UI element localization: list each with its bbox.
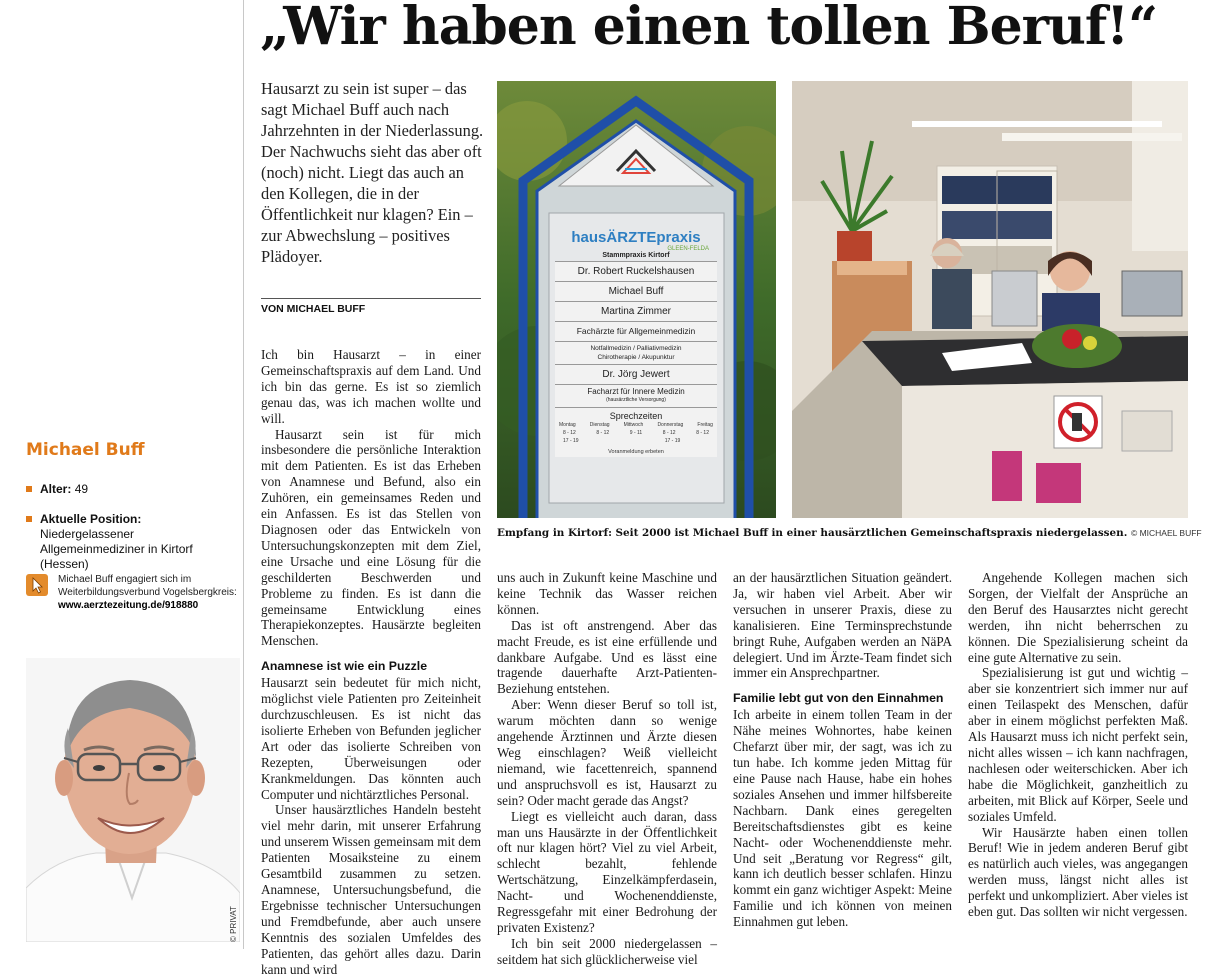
age-value: 49 — [74, 482, 89, 496]
sign-logo: hausÄRZTEpraxis — [571, 229, 701, 246]
sign-board — [555, 229, 717, 457]
sign-hours — [555, 429, 717, 437]
sign-row: Martina Zimmer — [555, 302, 717, 322]
sign-row — [555, 342, 717, 365]
subheading: Familie lebt gut von den Einnahmen — [733, 691, 944, 706]
sign-row-text: Facharzt für Innere Medizin — [587, 387, 685, 396]
web-tip-link[interactable]: www.aerztezeitung.de/918880 — [58, 600, 199, 611]
paragraph: Ich arbeite in einem tollen Team in der Nähe meines Wohnortes, habe keinen Chefarzt über mir, der sagt, was ich zu tun habe. Ich komme jeden Mittag für eine Pause nach Hause, habe ein hohes soziales Ansehen und immer hilfsbereite Nachbarn. Dank eines geregelten Bereitschaftsdienstes gibt es keine Nacht- oder Wochenenddienste mehr. Und seit „Beratung vor Regress“ gilt, kann ich deutlich besser schlafen. Hinzu kommt ein ganz wichtiger Aspekt: Meine Familie und ich können von meinen Einnahmen gut leben. — [733, 707, 952, 930]
sign-row-sub: Chirotherapie / Akupunktur — [597, 354, 675, 361]
article-headline: „Wir haben einen tollen Beruf!“ — [260, 0, 1157, 57]
photo-caption — [497, 527, 1202, 539]
paragraph: Aber: Wenn dieser Beruf so toll ist, warum möchten dann so wenige angehende Ärztinnen und Ärzte diesen Weg einschlagen? Weiß vielleicht niemand, wie facettenreich, spannend und anspruchsvoll es ist, Hausarzt zu sein? Oder macht gerade das Angst? — [497, 697, 717, 808]
paragraph: Unser hausärztliches Handeln besteht viel mehr darin, mit unserer Erfahrung und unserem Wissen gemeinsam mit dem Patienten Mosaiksteine zu einem Gesamtbild zusammen zu setzen. Anamnese, Untersuchungsbefund, die Ergebnisse technischer Untersuchungen und Fremdbefunde, aber auch unsere Kenntnis des sozialen Umfeldes des Patienten, das gehört alles dazu. Darin kann und wird — [261, 802, 481, 977]
sign-hour: 8 - 12 — [662, 430, 676, 436]
sign-hour: 8 - 12 — [596, 430, 610, 436]
sign-row-sub: (hausärztliche Versorgung) — [606, 397, 666, 403]
sign-hour: 8 - 12 — [696, 430, 709, 436]
paragraph: Angehende Kollegen machen sich Sorgen, der Vielfalt der Ansprüche an den Beruf des Hausarztes nicht gerecht werden, ihn nicht beherrschen zu können. Die Spezialisierung scheint da eine gute Alternative zu sein. — [968, 570, 1188, 665]
sign-hour: 17 - 19 — [563, 438, 579, 444]
body-column-1 — [261, 347, 481, 977]
paragraph: Ich bin Hausarzt – in einer Gemeinschaftspraxis auf dem Land. Und ich bin das gerne. Es ist so ziemlich genau das, was ich machen wollte und will. — [261, 347, 481, 426]
sign-row — [555, 385, 717, 408]
body-column-2 — [497, 570, 717, 968]
paragraph: Wir Hausärzte haben einen tollen Beruf! Wie in jedem anderen Beruf gibt es natürlich auch vieles, was angegangen werden muss, längst nicht alles ist perfekt und unkompliziert. Aber vieles ist eben gut. Das sollten wir nicht vergessen. — [968, 824, 1188, 920]
paragraph: an der hausärztlichen Situation geändert. Ja, wir haben viel Arbeit. Aber wir versuchen in unserer Praxis, diese zu kanalisieren. Eine Terminsprechstunde bringt Ruhe, Aufgaben werden an NäPA delegiert. Und im Ärzte-Team findet sich immer ein Ansprechpartner. — [733, 570, 952, 681]
paragraph: Hausarzt sein ist für mich insbesondere die persönliche Interaktion mit dem Patienten. Es ist das Erheben von Anamnese und Befund, also ein Zuhören, ein gemeinsames Reden und ein Anfassen. Es ist das Stellen von Diagnosen oder das Entwickeln von Untersuchungskonzepten mit dem Ziel, eine Ursache und eine Lösung für die geschilderten Beschwerden und Probleme zu finden. Es ist dann die gemeinsame Entwicklung eines Therapiekonzeptes. Hausärzte begleiten Menschen. — [261, 426, 481, 649]
sign-hours — [555, 437, 717, 446]
portrait-credit: © PRIVAT — [229, 906, 238, 942]
caption-text: Empfang in Kirtorf: Seit 2000 ist Michael Buff in einer hausärztlichen Gemeinschaftspraxis niedergelassen. — [497, 527, 1128, 539]
author-portrait — [26, 658, 240, 942]
sign-logo-sub: GLEEN-FELDA — [667, 246, 709, 252]
byline: VON MICHAEL BUFF — [261, 303, 366, 315]
sign-row-text: Notfallmedizin / Palliativmedizin — [590, 345, 682, 352]
sign-row: Dr. Jörg Jewert — [555, 365, 717, 385]
sign-day: Donnerstag — [657, 422, 684, 428]
sign-row: Dr. Robert Ruckelshausen — [555, 262, 717, 282]
caption-credit: © MICHAEL BUFF — [1130, 528, 1202, 538]
sign-row: Fachärzte für Allgemeinmedizin — [555, 322, 717, 342]
age-item — [40, 482, 240, 497]
position-value: Niedergelassener Allgemeinmediziner in Kirtorf (Hessen) — [40, 527, 193, 571]
sign-hour: 17 - 19 — [664, 438, 681, 444]
reception-photo — [792, 81, 1188, 518]
author-name: Michael Buff — [26, 440, 145, 460]
bullet-icon — [26, 516, 32, 522]
paragraph: Hausarzt sein bedeutet für mich nicht, möglichst viele Patienten pro Zeiteinheit durchzuschleusen. Es ist nicht das isolierte Erheben von Befunden jeglicher Art oder das isolierte Schreiben von Rezepten, Überweisungen oder Krankmeldungen. Das könnten auch Computer und nichtärztliches Personal. — [261, 675, 481, 802]
age-label: Alter: — [40, 482, 72, 496]
paragraph: Spezialisierung ist gut und wichtig – aber sie konzentriert sich immer nur auf einen Teilaspekt des Menschen, dafür aber in einem möglichst perfekten Maß. Als Hausarzt muss ich nicht perfekt sein, nicht alles wissen – ich kann nachfragen, nachlesen oder weiterschicken. Aber ich habe die Möglichkeit, ganzheitlich zu arbeiten, mit Blick auf Körper, Seele und soziales Umfeld. — [968, 665, 1188, 824]
body-column-3 — [733, 570, 952, 930]
sign-stamm: Stammpraxis Kirtorf — [555, 252, 717, 262]
sign-hours-title: Sprechzeiten — [555, 408, 717, 421]
sign-day: Montag — [559, 422, 576, 428]
lead-divider — [261, 298, 481, 299]
sign-hour: 9 - 11 — [629, 430, 643, 436]
web-tip — [58, 573, 238, 612]
sign-days — [555, 421, 717, 429]
sign-day: Freitag — [697, 422, 713, 428]
article-lead: Hausarzt zu sein ist super – das sagt Michael Buff auch nach Jahrzehnten in der Niederlassung. Der Nachwuchs sieht das aber oft (noch) nicht. Liegt das auch an den Kollegen, die in der Öffentlichkeit nur klagen? Ein – zur Abwechslung – positives Plädoyer. — [261, 79, 484, 266]
paragraph: Ich bin seit 2000 niedergelassen – seitdem hat sich glücklicherweise viel — [497, 935, 717, 967]
paragraph: uns auch in Zukunft keine Maschine und keine Technik das Wasser reichen können. — [497, 570, 717, 617]
sign-day: Dienstag — [589, 422, 610, 428]
sign-footer: Voranmeldung erbeten — [555, 446, 717, 457]
subheading: Anamnese ist wie ein Puzzle — [261, 659, 428, 674]
position-label: Aktuelle Position: — [40, 512, 142, 526]
body-column-4 — [968, 570, 1188, 920]
position-item — [40, 512, 222, 572]
paragraph: Liegt es vielleicht auch daran, dass man uns Hausärzte in der Öffentlichkeit oft nur klagen hört? Viel zu viel Arbeit, schlecht bezahlt, fehlende Wertschätzung, Einzelkämpferdasein, Nacht- und Wochenenddienste, Regressgefahr mit einer Bedrohung der privaten Existenz? — [497, 808, 717, 935]
sign-row: Michael Buff — [555, 282, 717, 302]
sidebar-divider — [243, 0, 244, 949]
web-tip-text: Michael Buff engagiert sich im Weiterbildungsverbund Vogelsbergkreis: — [58, 574, 237, 598]
cursor-tip-icon — [26, 574, 48, 596]
paragraph: Das ist oft anstrengend. Aber das macht Freude, es ist eine erfüllende und dankbare Aufgabe. Und es lässt eine tragende dauerhafte Arzt-Patienten-Beziehung entstehen. — [497, 617, 717, 697]
sign-hour: 8 - 12 — [563, 430, 576, 436]
bullet-icon — [26, 486, 32, 492]
sign-day: Mittwoch — [623, 422, 644, 428]
